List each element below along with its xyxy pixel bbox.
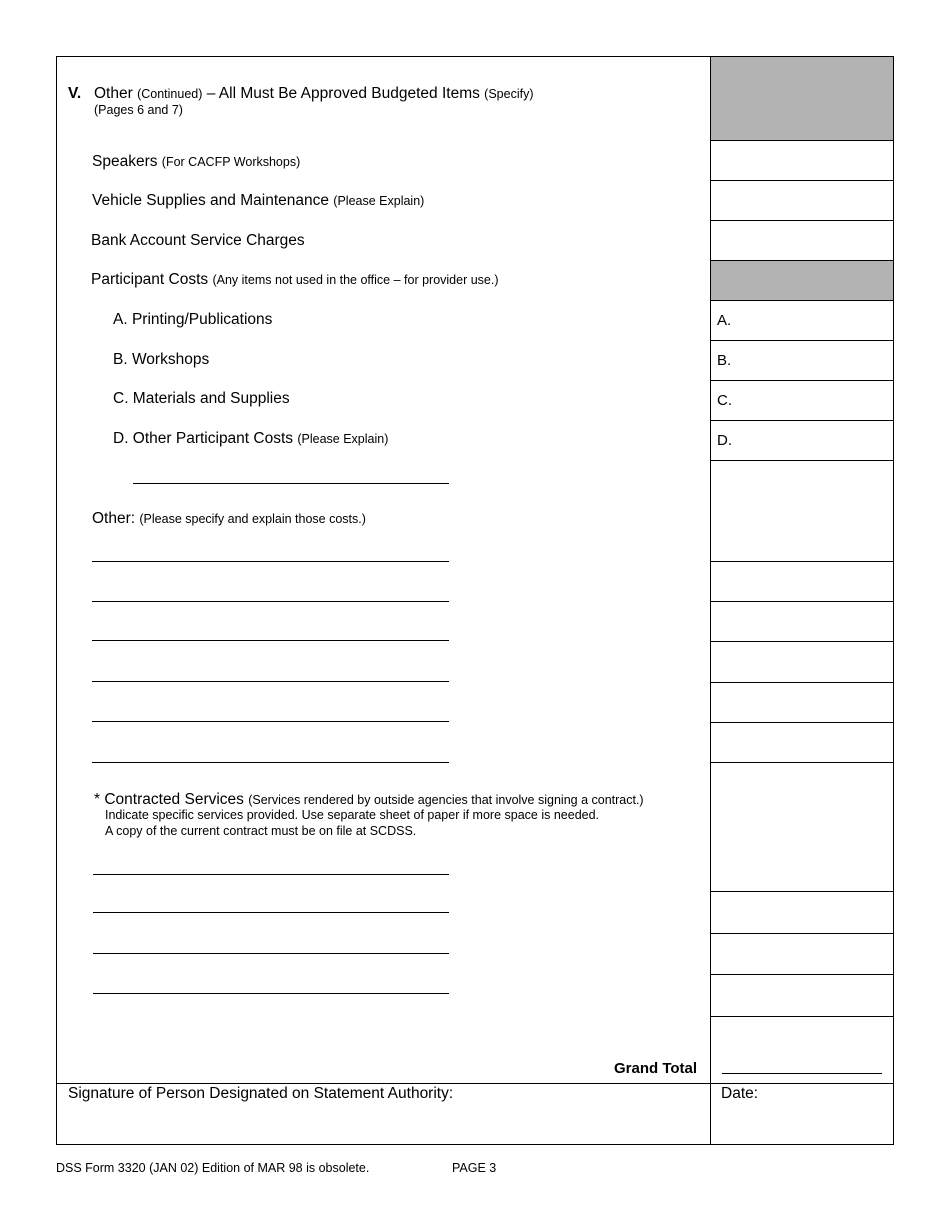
signature-divider: [56, 1083, 894, 1084]
cell-label-c: C.: [717, 392, 732, 409]
other-label: Other: (Please specify and explain those costs.): [92, 510, 366, 527]
vehicle-label: Vehicle Supplies and Maintenance (Please Explain): [92, 192, 425, 209]
participant-label: Participant Costs (Any items not used in the office – for provider use.): [91, 271, 499, 288]
contracted-instruction: Indicate specific services provided. Use separate sheet of paper if more space is needed.: [105, 808, 600, 822]
other-line-1[interactable]: [92, 561, 449, 562]
workshops-label: B. Workshops: [113, 351, 210, 368]
workshops-amount-cell[interactable]: [711, 341, 893, 381]
printing-amount-cell[interactable]: [711, 301, 893, 341]
section-pages: (Pages 6 and 7): [94, 103, 183, 117]
section-numeral: V.: [68, 85, 82, 102]
other-line-4[interactable]: [92, 681, 449, 682]
participant-shaded-cell: [711, 261, 893, 301]
signature-label: Signature of Person Designated on Statement Authority:: [68, 1085, 454, 1102]
contracted-line-4[interactable]: [93, 993, 449, 994]
grand-total-label: Grand Total: [614, 1060, 698, 1077]
grand-total-line[interactable]: [722, 1073, 882, 1074]
page-number: PAGE 3: [452, 1161, 497, 1175]
contracted-label: * Contracted Services (Services rendered by outside agencies that involve signing a contract.): [94, 791, 644, 808]
cell-label-b: B.: [717, 352, 732, 369]
date-field[interactable]: [712, 1100, 892, 1144]
bank-amount-cell[interactable]: [711, 221, 893, 261]
other-participant-amount-cell[interactable]: [711, 421, 893, 461]
other-line-6[interactable]: [92, 762, 449, 763]
d-explain-amount-cell[interactable]: [711, 461, 893, 562]
form-number: DSS Form 3320 (JAN 02) Edition of MAR 98 is obsolete.: [56, 1161, 370, 1175]
section-title: Other (Continued) – All Must Be Approved Budgeted Items (Specify): [94, 85, 534, 102]
other-line-5[interactable]: [92, 721, 449, 722]
other-amount-cell-2[interactable]: [711, 602, 893, 642]
cell-label-d: D.: [717, 432, 732, 449]
other-amount-cell-4[interactable]: [711, 683, 893, 723]
printing-label: A. Printing/Publications: [113, 311, 273, 328]
other-line-3[interactable]: [92, 640, 449, 641]
contracted-line-3[interactable]: [93, 953, 449, 954]
other-amount-cell-1[interactable]: [711, 562, 893, 602]
contracted-line-2[interactable]: [93, 912, 449, 913]
materials-label: C. Materials and Supplies: [113, 390, 290, 407]
vehicle-amount-cell[interactable]: [711, 181, 893, 221]
speakers-amount-cell[interactable]: [711, 141, 893, 181]
speakers-label: Speakers (For CACFP Workshops): [92, 153, 301, 170]
contracted-line-1[interactable]: [93, 874, 449, 875]
contracted-requirement: A copy of the current contract must be on file at SCDSS.: [105, 824, 417, 838]
date-label: Date:: [721, 1085, 759, 1102]
bank-label: Bank Account Service Charges: [91, 232, 305, 249]
contracted-amount-cell-1[interactable]: [711, 763, 893, 892]
contracted-amount-cell-2[interactable]: [711, 892, 893, 934]
other-participant-label: D. Other Participant Costs (Please Explain): [113, 430, 389, 447]
other-amount-cell-5[interactable]: [711, 723, 893, 763]
other-line-2[interactable]: [92, 601, 449, 602]
cell-label-a: A.: [717, 312, 732, 329]
signature-field[interactable]: [57, 1100, 709, 1144]
header-shaded-cell: [711, 57, 893, 141]
materials-amount-cell[interactable]: [711, 381, 893, 421]
contracted-amount-cell-4[interactable]: [711, 975, 893, 1017]
d-explain-line[interactable]: [133, 483, 449, 484]
contracted-amount-cell-3[interactable]: [711, 934, 893, 975]
other-amount-cell-3[interactable]: [711, 642, 893, 683]
